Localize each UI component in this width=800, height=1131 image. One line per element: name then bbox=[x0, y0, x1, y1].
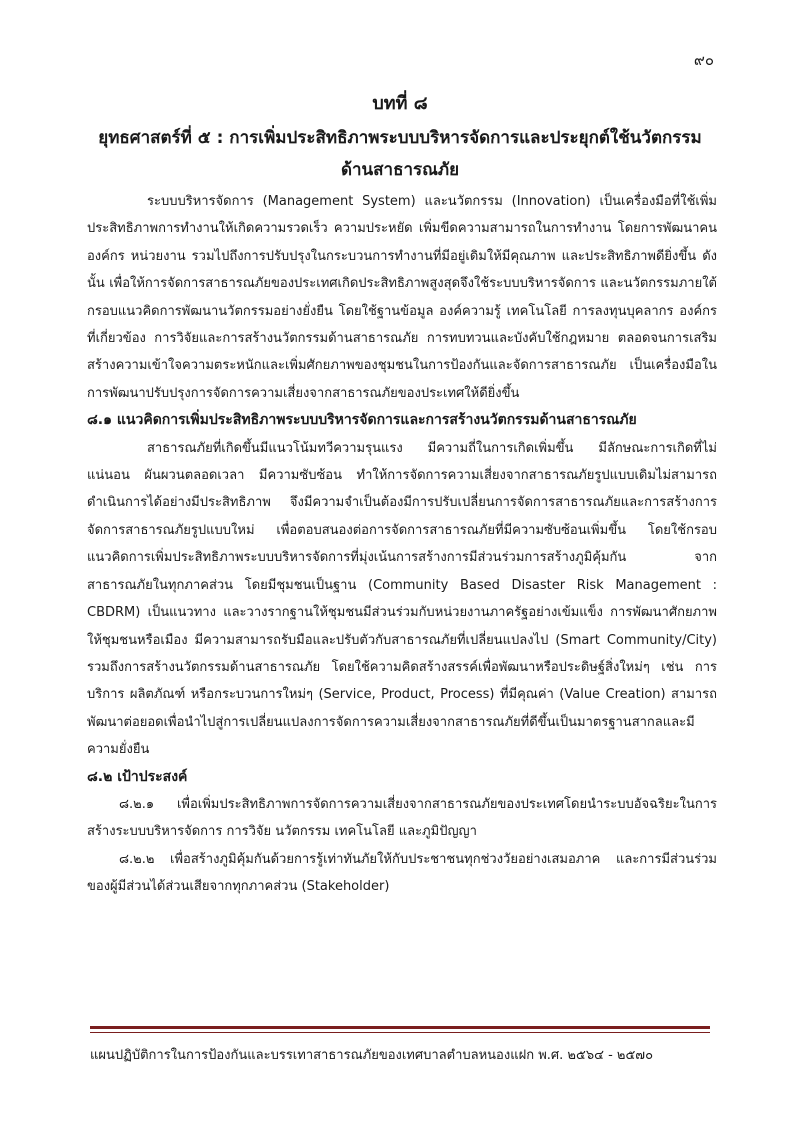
chapter-title-line-1: ยุทธศาสตร์ที่ ๕ : การเพิ่มประสิทธิภาพระบบบริหารจัดการและประยุกต์ใช้นวัตกรรม bbox=[98, 128, 702, 148]
chapter-title-line-2: ด้านสาธารณภัย bbox=[340, 160, 460, 180]
chapter-heading: บทที่ ๘ bbox=[372, 93, 428, 114]
section-8-2-heading: ๘.๒ เป้าประสงค์ bbox=[87, 768, 188, 785]
intro-paragraph: ระบบบริหารจัดการ (Management System) และนวัตกรรม (Innovation) เป็นเครื่องมือที่ใช้เพิ่มประสิทธิภาพการทำงานให้เกิดความรวดเร็ว ความประหยัด เพิ่มขีดความสามารถในการทำงาน โดยการพัฒนาคน องค์กร หน่วยงาน รวมไปถึงการปรับปรุงในกระบวนการทำงานที่มีอยู่เดิมให้มีคุณภาพ และประสิทธิภาพดียิ่งขึ้น ดังนั้น เพื่อให้การจัดการสาธารณภัยของประเทศเกิดประสิทธิภาพสูงสุดจึงใช้ระบบบริหารจัดการ และนวัตกรรมภายใต้กรอบแนวคิดการพัฒนานวัตกรรมอย่างยั่งยืน โดยใช้ฐานข้อมูล องค์ความรู้ เทคโนโลยี การลงทุนบุคลากร องค์กรที่เกี่ยวข้อง การวิจัยและการสร้างนวัตกรรมด้านสาธารณภัย การทบทวนและบังคับใช้กฎหมาย ตลอดจนการเสริมสร้างความเข้าใจความตระหนักและเพิ่มศักยภาพของชุมชนในการป้องกันและจัดการสาธารณภัย เป็นเครื่องมือในการพัฒนาปรับปรุงการจัดการความเสี่ยงจากสาธารณภัยของประเทศให้ดียิ่งขึ้น bbox=[87, 194, 717, 401]
section-8-1-paragraph: สาธารณภัยที่เกิดขึ้นมีแนวโน้มทวีความรุนแรง มีความถี่ในการเกิดเพิ่มขึ้น มีลักษณะการเกิดที่ไม่แน่นอน ผันผวนตลอดเวลา มีความซับซ้อน ทำให้การจัดการความเสี่ยงจากสาธารณภัยรูปแบบเดิมไม่สามารถดำเนินการได้อย่างมีประสิทธิภาพ จึงมีความจำเป็นต้องมีการปรับเปลี่ยนการจัดการสาธารณภัยและการสร้างการจัดการสาธารณภัยรูปแบบใหม่ เพื่อตอบสนองต่อการจัดการสาธารณภัยที่มีความซับซ้อนเพิ่มขึ้น โดยใช้กรอบแนวคิดการเพิ่มประสิทธิภาพระบบบริหารจัดการที่มุ่งเน้นการสร้างการมีส่วนร่วมการสร้างภูมิคุ้มกัน จากสาธารณภัยในทุกภาคส่วน โดยมีชุมชนเป็นฐาน (Community Based Disaster Risk Management : CBDRM) เป็นแนวทาง และวางรากฐานให้ชุมชนมีส่วนร่วมกับหน่วยงานภาครัฐอย่างเข้มแข็ง การพัฒนาศักยภาพให้ชุมชนหรือเมือง มีความสามารถรับมือและปรับตัวกับสาธารณภัยที่เปลี่ยนแปลงไป (Smart Community/City) รวมถึงการสร้างนวัตกรรมด้านสาธารณภัย โดยใช้ความคิดสร้างสรรค์เพื่อพัฒนาหรือประดิษฐ์สิ่งใหม่ๆ เช่น การบริการ ผลิตภัณฑ์ หรือกระบวนการใหม่ๆ (Service, Product, Process) ที่มีคุณค่า (Value Creation) สามารถพัฒนาต่อยอดเพื่อนำไปสู่การเปลี่ยนแปลงการจัดการความเสี่ยงจากสาธารณภัยที่ดีขึ้นเป็นมาตรฐานสากลและมีความยั่งยืน bbox=[87, 440, 717, 758]
objective-8-2-2: ๘.๒.๒ เพื่อสร้างภูมิคุ้มกันด้วยการรู้เท่าทันภัยให้กับประชาชนทุกช่วงวัยอย่างเสมอภาค และการมีส่วนร่วมของผู้มีส่วนได้ส่วนเสียจากทุกภาคส่วน (Stakeholder) bbox=[87, 851, 717, 895]
chapter-title bbox=[60, 122, 740, 186]
footer-divider-thin bbox=[90, 1032, 710, 1033]
document-body bbox=[87, 188, 717, 901]
section-8-1-heading: ๘.๑ แนวคิดการเพิ่มประสิทธิภาพระบบบริหารจัดการและการสร้างนวัตกรรมด้านสาธารณภัย bbox=[87, 412, 637, 429]
footer-divider-thick bbox=[90, 1026, 710, 1029]
objective-8-2-1: ๘.๒.๑ เพื่อเพิ่มประสิทธิภาพการจัดการความเสี่ยงจากสาธารณภัยของประเทศโดยนำระบบอัจฉริยะในการสร้างระบบบริหารจัดการ การวิจัย นวัตกรรม เทคโนโลยี และภูมิปัญญา bbox=[87, 796, 717, 840]
page-number: ๙๐ bbox=[693, 51, 714, 69]
footer-text: แผนปฏิบัติการในการป้องกันและบรรเทาสาธารณภัยของเทศบาลตำบลหนองแฝก พ.ศ. ๒๕๖๔ - ๒๕๗๐ bbox=[90, 1048, 654, 1063]
